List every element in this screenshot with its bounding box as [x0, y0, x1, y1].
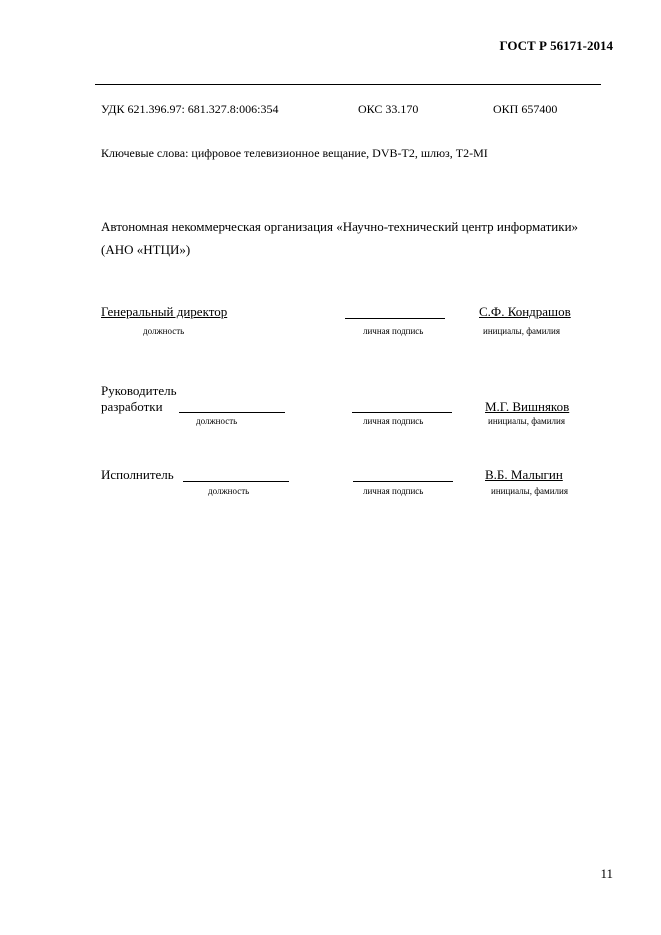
- signatory-2-position-line: [179, 412, 285, 413]
- standard-code: ГОСТ Р 56171-2014: [499, 38, 613, 53]
- signatory-2-name: М.Г. Вишняков: [485, 399, 570, 414]
- signatory-3-position-caption: должность: [208, 486, 250, 496]
- page-number: 11: [600, 866, 613, 881]
- signatory-2-signature-caption: личная подпись: [363, 416, 424, 426]
- signatory-2-signature-line: [352, 412, 452, 413]
- keywords: Ключевые слова: цифровое телевизионное вещание, DVB-T2, шлюз, T2-MI: [101, 146, 488, 160]
- signatory-3-signature-caption: личная подпись: [363, 486, 424, 496]
- organization-name: Автономная некоммерческая организация «Научно-технический центр информатики»: [101, 219, 579, 234]
- signatory-2-position-line1: Руководитель: [101, 383, 177, 398]
- signatory-2-position-line2: разработки: [101, 399, 163, 414]
- header-rule: [95, 84, 601, 85]
- signatory-1-position-caption: должность: [143, 326, 185, 336]
- signatory-3-position-line: [183, 481, 289, 482]
- oks-code: ОКС 33.170: [358, 102, 419, 116]
- signatory-3-name: В.Б. Малыгин: [485, 467, 563, 482]
- okp-code: ОКП 657400: [493, 102, 558, 116]
- organization-abbreviation: (АНО «НТЦИ»): [101, 242, 191, 257]
- signatory-3-name-caption: инициалы, фамилия: [491, 486, 568, 496]
- signatory-3-signature-line: [353, 481, 453, 482]
- signatory-1-name: С.Ф. Кондрашов: [479, 304, 571, 319]
- signatory-1-position: Генеральный директор: [101, 304, 228, 319]
- udk-code: УДК 621.396.97: 681.327.8:006:354: [101, 102, 279, 116]
- signatory-1-signature-caption: личная подпись: [363, 326, 424, 336]
- signatory-1-name-caption: инициалы, фамилия: [483, 326, 560, 336]
- signatory-2-name-caption: инициалы, фамилия: [488, 416, 565, 426]
- signatory-2-position-caption: должность: [196, 416, 238, 426]
- signatory-3-position: Исполнитель: [101, 467, 174, 482]
- signatory-1-signature-line: [345, 318, 445, 319]
